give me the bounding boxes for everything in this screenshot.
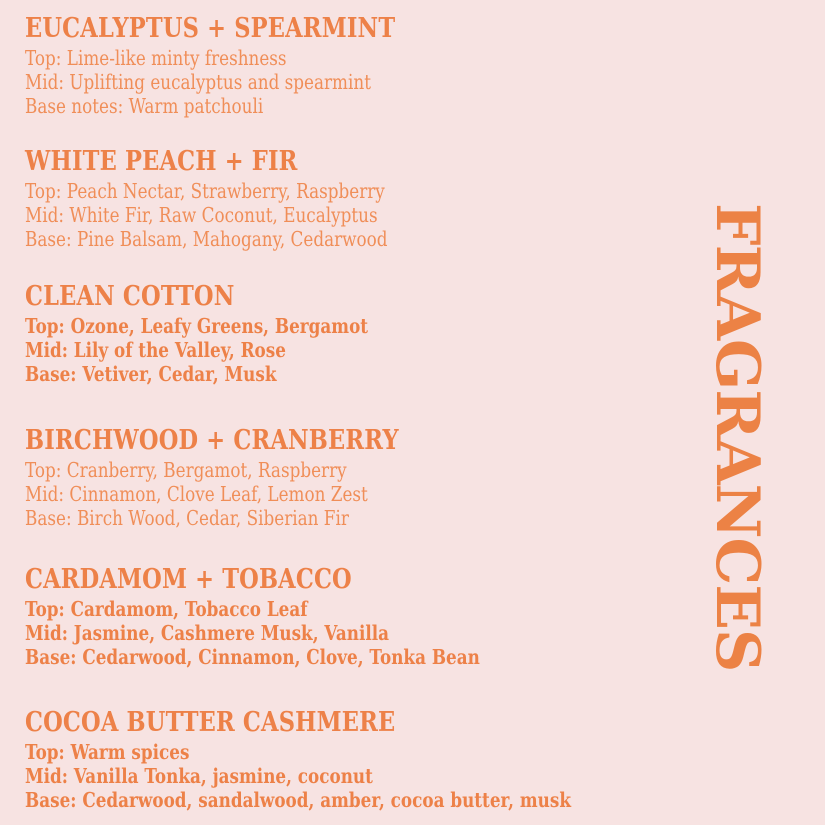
fragrance-name: WHITE PEACH + FIR (25, 145, 298, 177)
fragrance-name: COCOA BUTTER CASHMERE (25, 706, 396, 738)
mid-note: Mid: Uplifting eucalyptus and spearmint (25, 70, 371, 95)
mid-note: Mid: Jasmine, Cashmere Musk, Vanilla (25, 621, 390, 646)
base-note: Base notes: Warm patchouli (25, 94, 264, 119)
fragrance-section-white-peach-fir (25, 146, 388, 251)
top-note: Top: Warm spices (25, 740, 190, 765)
base-note: Base: Pine Balsam, Mahogany, Cedarwood (25, 227, 388, 252)
fragrance-section-eucalyptus-spearmint (25, 13, 395, 118)
base-note: Base: Birch Wood, Cedar, Siberian Fir (25, 506, 349, 531)
top-note: Top: Cardamom, Tobacco Leaf (25, 597, 308, 622)
top-note: Top: Peach Nectar, Strawberry, Raspberry (25, 179, 385, 204)
base-note: Base: Vetiver, Cedar, Musk (25, 362, 277, 387)
fragrance-name: CLEAN COTTON (25, 280, 235, 312)
fragrance-section-birchwood-cranberry (25, 425, 399, 530)
top-note: Top: Lime-like minty freshness (25, 46, 287, 71)
top-note: Top: Ozone, Leafy Greens, Bergamot (25, 314, 369, 339)
fragrance-name: BIRCHWOOD + CRANBERRY (25, 424, 399, 456)
base-note: Base: Cedarwood, sandalwood, amber, cocoa butter, musk (25, 788, 571, 813)
mid-note: Mid: Cinnamon, Clove Leaf, Lemon Zest (25, 482, 368, 507)
vertical-page-title: FRAGRANCES (702, 203, 772, 672)
mid-note: Mid: Vanilla Tonka, jasmine, coconut (25, 764, 373, 789)
mid-note: Mid: Lily of the Valley, Rose (25, 338, 286, 363)
base-note: Base: Cedarwood, Cinnamon, Clove, Tonka Bean (25, 645, 480, 670)
mid-note: Mid: White Fir, Raw Coconut, Eucalyptus (25, 203, 378, 228)
fragrance-section-cocoa-butter-cashmere (25, 707, 571, 812)
fragrance-section-clean-cotton (25, 281, 368, 386)
top-note: Top: Cranberry, Bergamot, Raspberry (25, 458, 347, 483)
fragrance-name: EUCALYPTUS + SPEARMINT (25, 12, 396, 44)
fragrance-name: CARDAMOM + TOBACCO (25, 563, 352, 595)
fragrance-section-cardamom-tobacco (25, 564, 480, 669)
